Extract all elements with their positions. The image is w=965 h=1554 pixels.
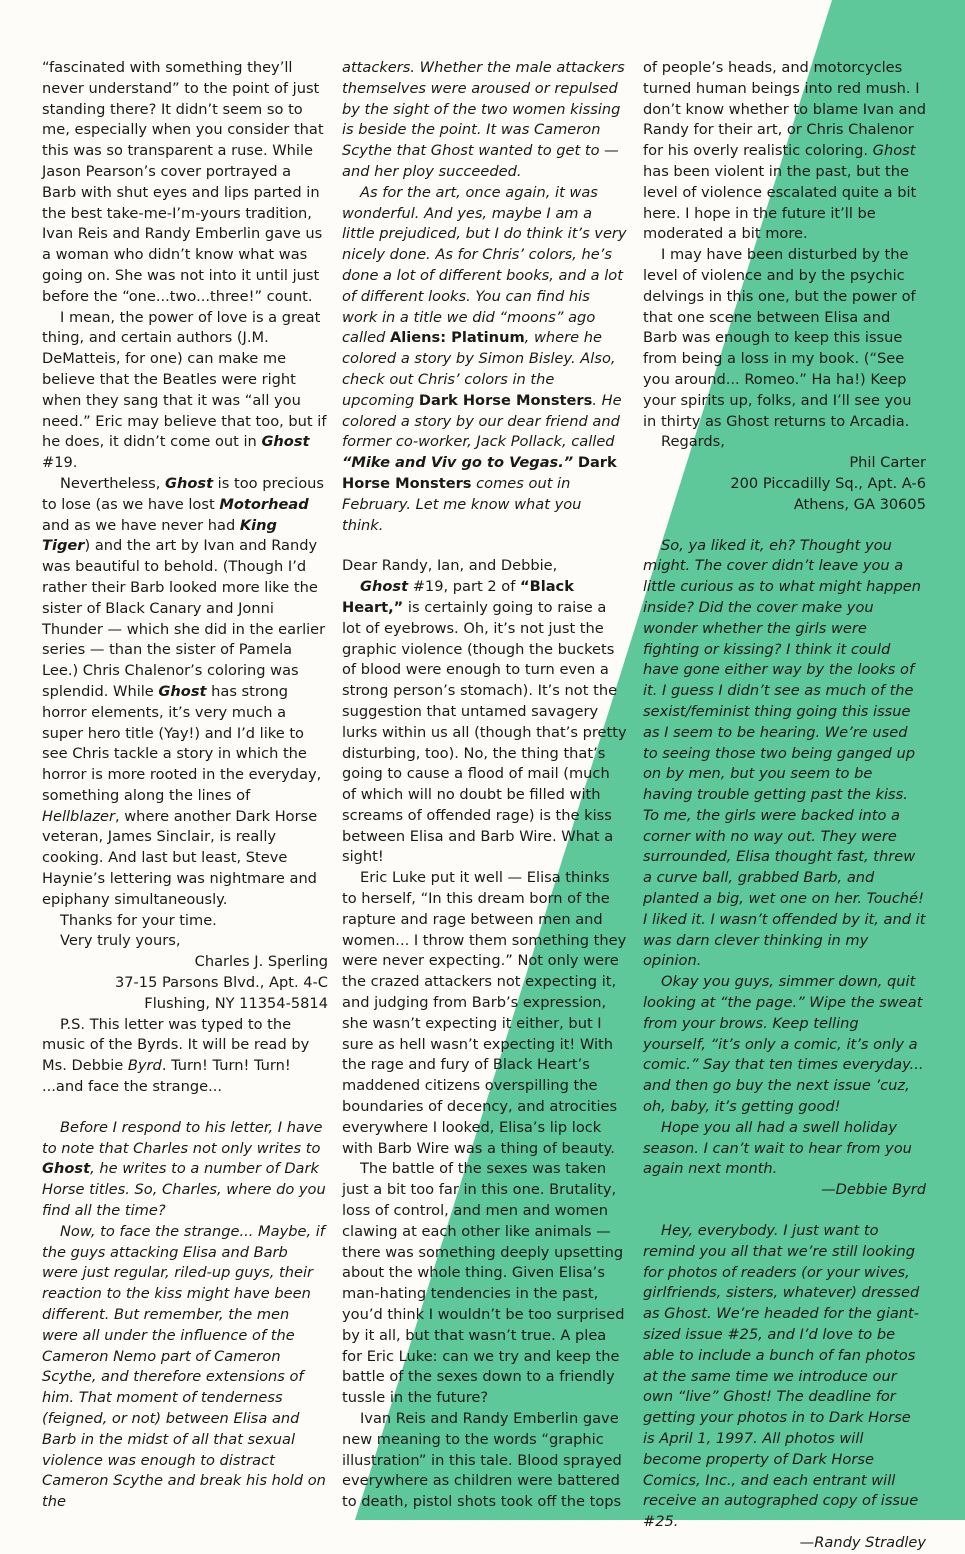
text-run: I mean, the power of love is a great thing, and certain authors (J.M. DeMatteis, for one) can make me believe that the Beatles were right when they sang that it was “all you need.” Eric may believe that too, but if he does, it didn’t come out in: [42, 308, 327, 451]
title-aliens-platinum: Aliens: Platinum: [389, 329, 525, 347]
text-run: Before I respond to his letter, I have to note that Charles not only writes to: [42, 1118, 323, 1157]
column-middle: [342, 58, 627, 1513]
text-run: comes out in February. Let me know what you think.: [342, 474, 582, 534]
text-run: , where another Dark Horse veteran, James Sinclair, is really cooking. And last but least, Steve Haynie’s lettering was nightmare and epiphany simultaneously.: [42, 807, 318, 908]
closing-line: Regards,: [661, 433, 725, 451]
title-ghost: Ghost: [872, 142, 916, 160]
letter-salutation: Dear Randy, Ian, and Debbie,: [342, 557, 558, 575]
postscript: [42, 1015, 328, 1098]
editor-reply: [42, 1118, 328, 1222]
title-ghost: Ghost: [360, 578, 409, 596]
text-run: and as we have never had: [42, 516, 240, 534]
title-ghost: Ghost: [261, 433, 310, 451]
signature-name: Phil Carter: [849, 454, 926, 472]
editor-reply: Okay you guys, simmer down, quit looking at “the page.” Wipe the sweat from your brows. Keep telling yourself, “it’s only a comic, it’s only a comic.” Say that ten times everyday... and then go buy the next issue ’cuz, oh, baby, it’s getting good!: [643, 973, 924, 1116]
signature-address: Flushing, NY 11354-5814: [144, 994, 328, 1012]
signature-address: Athens, GA 30605: [793, 495, 926, 513]
title-dark-horse-monsters: Dark Horse Monsters: [342, 454, 617, 492]
text-run: As for the art, once again, it was wonderful. And yes, maybe I am a little prejudiced, but I do think it’s very nicely done. As for Chris’ colors, he’s done a lot of different books, and a lot of different looks. You can find his work in a title we did “moons” ago called: [342, 183, 627, 347]
text-run: P.S. This letter was typed to the music of the Byrds. It will be read by Ms. Debbie: [42, 1015, 310, 1075]
signature-name: Charles J. Sperling: [194, 953, 328, 971]
byrd-emphasis: Byrd: [127, 1057, 162, 1075]
column-right: [643, 58, 926, 1554]
editor-reply: So, ya liked it, eh? Thought you might. The cover didn’t leave you a little curious as to what might happen inside? Did the cover make you wonder whether the girls were fighting or kissing? I think it could have gone either way by the looks of it. I guess I didn’t see as much of the sexist/feminist thing going this issue as I seem to be hearing. We’re used to seeing those two being ganged up on by men, but you seem to be having trouble getting past the kiss. To me, the girls were backed into a corner with no way out. They were surrounded, Elisa thought fast, threw a curve ball, grabbed Barb, and planted a big, wet one on her. Touché! I liked it. I wasn’t offended by it, and it was darn clever thinking in my opinion.: [643, 536, 926, 970]
text-run: has been violent in the past, but the level of violence escalated quite a bit here. I hope in the future it’ll be moderated a bit more.: [643, 162, 917, 243]
text-run: . He colored a story by our dear friend and former co-worker, Jack Pollack, called: [342, 391, 622, 451]
text-run: ) and the art by Ivan and Randy was beautiful to behold. (Though I’d rather their Barb looked more like the sister of Black Canary and Jonni Thunder — which she did in the earlier series — than the sister of Pamela Lee.) Chris Chalenor’s coloring was splendid. While: [42, 537, 326, 700]
title-mike-and-viv: “Mike and Viv go to Vegas.”: [342, 454, 574, 472]
editor-reply: attackers. Whether the male attackers themselves were aroused or repulsed by the sight of the two women kissing is beside the point. It was Cameron Scythe that Ghost wanted to get to — and her ploy succeeded.: [342, 59, 625, 180]
title-black-heart: “Black Heart,”: [342, 578, 574, 616]
text-run: , he writes to a number of Dark Horse titles. So, Charles, where do you find all the time?: [42, 1160, 326, 1220]
letter-paragraph: [42, 308, 328, 474]
title-ghost: Ghost: [158, 682, 207, 700]
text-run: has strong horror elements, it’s very much a super hero title (Yay!) and I’d like to see Chris tackle a story in which the horror is more rooted in the everyday, something along the lines of: [42, 682, 322, 804]
text-run: . Turn! Turn! Turn! ...and face the strange...: [42, 1057, 291, 1096]
letter-paragraph: Ivan Reis and Randy Emberlin gave new meaning to the words “graphic illustration” in this tale. Blood sprayed everywhere as children were battered to death, pistol shots took off the tops: [342, 1410, 622, 1511]
signature-address: 200 Piccadilly Sq., Apt. A-6: [730, 474, 926, 492]
letter-paragraph: [643, 58, 926, 245]
text-run: Nevertheless,: [60, 474, 165, 492]
title-ghost: Ghost: [164, 474, 214, 492]
editor-reply: Now, to face the strange... Maybe, if the guys attacking Elisa and Barb were just regular, riled-up guys, their reaction to the kiss might have been different. But remember, the men were all under the influence of the Cameron Nemo part of Cameron Scythe, and therefore extensions of him. That moment of tenderness (feigned, or not) between Elisa and Barb in the midst of all that sexual violence was enough to distract Cameron Scythe and break his hold on the: [42, 1222, 326, 1511]
title-ghost: Ghost: [42, 1160, 91, 1178]
editor-reply: [342, 183, 627, 537]
title-hellblazer: Hellblazer: [42, 807, 115, 825]
text-run: #19.: [42, 454, 78, 472]
letter-paragraph: Eric Luke put it well — Elisa thinks to herself, “In this dream born of the rapture and rage between men and women... I throw them something they were never expecting.” Not only were the crazed attackers not expecting it, and judging from Barb’s expression, she wasn’t expecting it either, but I sure as hell wasn’t expecting it! With the rage and fury of Black Heart’s maddened citizens overspilling the boundaries of decency, and atrocities everywhere I looked, Elisa’s lip lock with Barb Wire was a thing of beauty.: [342, 869, 627, 1157]
signature-address: 37-15 Parsons Blvd., Apt. 4-C: [114, 974, 328, 992]
text-run: is too precious to lose (as we have lost: [42, 474, 324, 513]
text-run: of people’s heads, and motorcycles turned human beings into red mush. I don’t know whether to blame Ivan and Randy for their art, or Chris Chalenor for his overly realistic coloring.: [643, 59, 927, 160]
letter-paragraph: [342, 577, 627, 868]
letter-paragraph: I may have been disturbed by the level of violence and by the psychic delvings in this one, but the power of that one scene between Elisa and Barb was enough to keep this issue from being a loss in my book. (“See you around... Romeo.” Ha ha!) Keep your spirits up, folks, and I’ll see you in thirty as Ghost returns to Arcadia.: [643, 246, 916, 430]
column-left: [42, 58, 328, 1513]
title-motorhead: Motorhead: [219, 495, 309, 513]
closing-line: Very truly yours,: [60, 932, 181, 950]
text-run: is certainly going to raise a lot of eyebrows. Oh, it’s not just the graphic violence (though the buckets of blood were enough to turn even a strong person’s stomach). It’s not the suggestion that untamed savagery lurks within us all (though that’s pretty disturbing, too). No, the thing that’s going to cause a flood of mail (much of which will no doubt be filled with screams of offended rage) is the kiss between Elisa and Barb Wire. What a sight!: [342, 598, 627, 866]
letter-paragraph: [42, 474, 328, 911]
title-dark-horse-monsters: Dark Horse Monsters: [418, 391, 593, 409]
thanks-line: Thanks for your time.: [60, 911, 217, 929]
text-run: , where he colored a story by Simon Bisley. Also, check out Chris’ colors in the upcoming: [342, 329, 616, 409]
letter-paragraph: The battle of the sexes was taken just a bit too far in this one. Brutality, loss of control, and men and women clawing at each other like animals — there was something deeply upsetting about the whole thing. Given Elisa’s man-hating tendencies in the past, you’d think I wouldn’t be too surprised by it all, but that wasn’t true. A plea for Eric Luke: can we try and keep the battle of the sexes down to a friendly tussle in the future?: [342, 1160, 625, 1407]
editor-reply: Hope you all had a swell holiday season. I can’t wait to hear from you again next month.: [643, 1118, 912, 1178]
text-run: #19, part 2 of: [408, 578, 520, 596]
title-king-tiger: King Tiger: [42, 516, 278, 555]
editor-signature: —Randy Stradley: [799, 1533, 926, 1551]
announcement: Hey, everybody. I just want to remind you all that we’re still looking for photos of readers (or your wives, girlfriends, sisters, whatever) dressed as Ghost. We’re headed for the giant-sized issue #25, and I’d love to be able to include a bunch of fan photos at the same time we introduce our own “live” Ghost! The deadline for getting your photos in to Dark Horse is April 1, 1997. All photos will become property of Dark Horse Comics, Inc., and each entrant will receive an autographed copy of issue #25.: [643, 1222, 920, 1531]
letter-paragraph: “fascinated with something they’ll never understand” to the point of just standing there? It didn’t seem so to me, especially when you consider that this was so transparent a ruse. While Jason Pearson’s cover portrayed a Barb with shut eyes and lips parted in the best take-me-I’m-yours tradition, Ivan Reis and Randy Emberlin gave us a woman who didn’t know what was going on. She was not into it until just before the “one...two...three!” count.: [42, 59, 324, 305]
editor-signature: —Debbie Byrd: [821, 1181, 926, 1199]
